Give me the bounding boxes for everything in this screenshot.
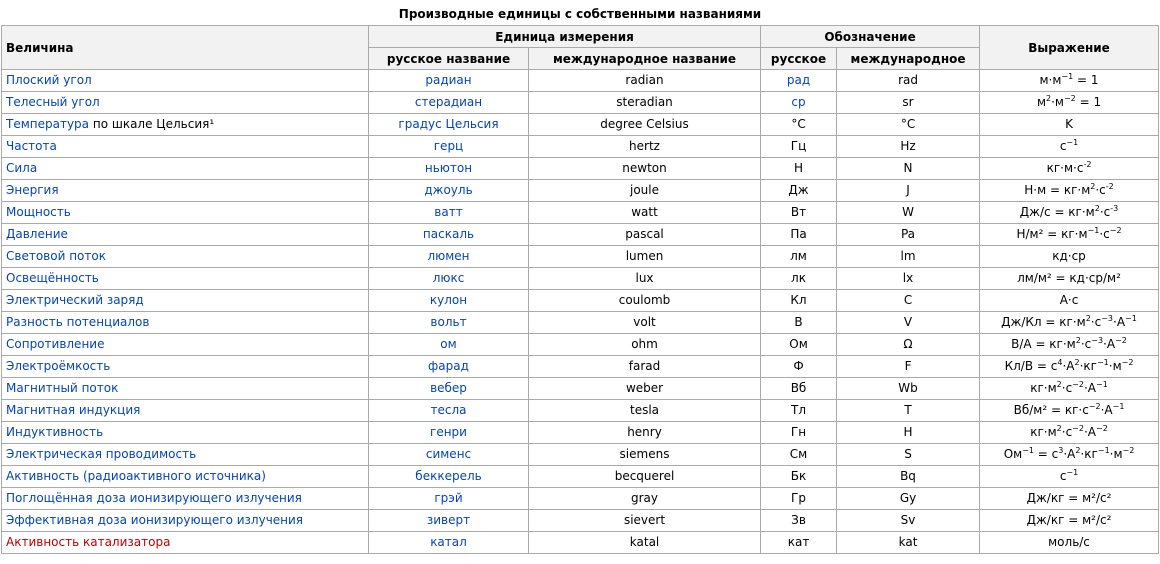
cell-quantity (2, 246, 369, 268)
cell-quantity (2, 510, 369, 532)
table-caption: Производные единицы с собственными названиями (398, 7, 762, 21)
header-quantity: Величина (2, 26, 369, 70)
cell-symbol-russian (761, 92, 837, 114)
unit-russian-link[interactable]: ньютон (424, 161, 473, 175)
cell-quantity (2, 224, 369, 246)
cell-unit-international: joule (529, 180, 761, 202)
cell-quantity (2, 136, 369, 158)
header-unit-international: международное название (529, 48, 761, 70)
quantity-link[interactable]: Магнитная индукция (6, 403, 141, 417)
cell-unit-international: volt (529, 312, 761, 334)
cell-symbol-international: lx (837, 268, 980, 290)
quantity-link[interactable]: Сопротивление (6, 337, 105, 351)
cell-expression: $кг\cdot м^2\cdot с^{-2}\cdot А^{-1}$ (980, 378, 1159, 400)
cell-unit-russian (369, 422, 529, 444)
table-row (2, 510, 1159, 532)
header-unit: Единица измерения (369, 26, 761, 48)
unit-russian-link[interactable]: джоуль (424, 183, 473, 197)
cell-quantity (2, 378, 369, 400)
cell-symbol-international: Pa (837, 224, 980, 246)
table-row (2, 356, 1159, 378)
cell-symbol-russian: кат (761, 532, 837, 554)
cell-symbol-international: V (837, 312, 980, 334)
cell-unit-russian (369, 180, 529, 202)
table-row (2, 224, 1159, 246)
cell-symbol-russian: См (761, 444, 837, 466)
cell-quantity (2, 400, 369, 422)
cell-unit-international: degree Celsius (529, 114, 761, 136)
unit-russian-link[interactable]: люкс (432, 271, 465, 285)
cell-symbol-international: Bq (837, 466, 980, 488)
cell-unit-international: gray (529, 488, 761, 510)
header-expression: Выражение (980, 26, 1159, 70)
table-row (2, 400, 1159, 422)
cell-expression: Дж/кг = м²/с² (980, 510, 1159, 532)
quantity-link[interactable]: Плоский угол (6, 73, 92, 87)
quantity-link[interactable]: Энергия (6, 183, 59, 197)
quantity-link[interactable]: Электрическая проводимость (6, 447, 197, 461)
cell-expression: А·с (980, 290, 1159, 312)
cell-symbol-international: F (837, 356, 980, 378)
cell-expression: Дж/кг = м²/с² (980, 488, 1159, 510)
cell-unit-russian (369, 532, 529, 554)
cell-symbol-russian: Па (761, 224, 837, 246)
quantity-link[interactable]: Телесный угол (6, 95, 100, 109)
cell-unit-international: lux (529, 268, 761, 290)
cell-symbol-russian: Гн (761, 422, 837, 444)
cell-expression: $кг\cdot м\cdot с^{-2}$ (980, 158, 1159, 180)
cell-unit-international: steradian (529, 92, 761, 114)
header-symbol-international: международное (837, 48, 980, 70)
cell-unit-russian (369, 510, 529, 532)
cell-symbol-international: J (837, 180, 980, 202)
unit-russian-link[interactable]: вольт (430, 315, 467, 329)
cell-unit-international: siemens (529, 444, 761, 466)
quantity-link[interactable]: Световой поток (6, 249, 106, 263)
cell-unit-international: newton (529, 158, 761, 180)
quantity-link[interactable]: Температура (6, 117, 90, 131)
cell-unit-russian (369, 444, 529, 466)
cell-symbol-international: kat (837, 532, 980, 554)
table-row (2, 92, 1159, 114)
cell-symbol-international: Ω (837, 334, 980, 356)
cell-symbol-russian: Дж (761, 180, 837, 202)
table-row (2, 444, 1159, 466)
cell-expression: $Н\cdot м = кг\cdot м^2\cdot с^{-2}$ (980, 180, 1159, 202)
cell-unit-russian (369, 466, 529, 488)
quantity-link[interactable]: Давление (6, 227, 68, 241)
unit-russian-link[interactable]: радиан (425, 73, 472, 87)
cell-quantity (2, 290, 369, 312)
cell-unit-international: lumen (529, 246, 761, 268)
quantity-link[interactable]: Сила (6, 161, 38, 175)
cell-symbol-russian: В (761, 312, 837, 334)
table-row (2, 334, 1159, 356)
cell-unit-international: henry (529, 422, 761, 444)
table-body (2, 70, 1159, 554)
cell-unit-international: katal (529, 532, 761, 554)
cell-expression: $Н/м^2 = кг\cdot м^{-1}\cdot с^{-2}$ (980, 224, 1159, 246)
quantity-link[interactable]: Электрический заряд (6, 293, 144, 307)
table-row (2, 70, 1159, 92)
unit-russian-link[interactable]: грэй (434, 491, 463, 505)
table-row (2, 114, 1159, 136)
cell-symbol-international: W (837, 202, 980, 224)
cell-symbol-russian: Ом (761, 334, 837, 356)
cell-expression: $м\cdot м^{-1} = 1$ (980, 70, 1159, 92)
unit-russian-link[interactable]: стерадиан (414, 95, 483, 109)
cell-quantity (2, 444, 369, 466)
quantity-suffix: по шкале Цельсия¹ (89, 117, 215, 131)
cell-quantity (2, 268, 369, 290)
cell-symbol-russian: Гр (761, 488, 837, 510)
unit-russian-link[interactable]: зиверт (426, 513, 471, 527)
cell-unit-russian (369, 202, 529, 224)
cell-symbol-russian (761, 70, 837, 92)
cell-symbol-russian: Зв (761, 510, 837, 532)
unit-russian-link[interactable]: люмен (427, 249, 470, 263)
header-symbol-russian: русское (761, 48, 837, 70)
cell-symbol-russian: лк (761, 268, 837, 290)
cell-expression: $Вб/м^2 = кг\cdot с^{-2}\cdot А^{-1}$ (980, 400, 1159, 422)
cell-unit-international: pascal (529, 224, 761, 246)
cell-expression: моль/с (980, 532, 1159, 554)
cell-expression: $с^{-1}$ (980, 136, 1159, 158)
cell-expression: $Ом^{-1} = с^3\cdot А^2\cdot кг^{-1}\cdot м^{-2}$ (980, 444, 1159, 466)
quantity-link[interactable]: Индуктивность (6, 425, 104, 439)
cell-unit-russian (369, 378, 529, 400)
cell-unit-international: hertz (529, 136, 761, 158)
cell-expression: $Дж/Кл = кг\cdot м^2\cdot с^{-3}\cdot А^{-1}$ (980, 312, 1159, 334)
cell-unit-international: ohm (529, 334, 761, 356)
unit-russian-link[interactable]: герц (433, 139, 464, 153)
cell-symbol-international: Gy (837, 488, 980, 510)
table-row (2, 136, 1159, 158)
quantity-link[interactable]: Освещённость (6, 271, 99, 285)
cell-symbol-international: Hz (837, 136, 980, 158)
unit-russian-link[interactable]: ом (440, 337, 457, 351)
cell-symbol-international: T (837, 400, 980, 422)
cell-unit-international: coulomb (529, 290, 761, 312)
units-table (1, 25, 1159, 554)
header-symbol: Обозначение (761, 26, 980, 48)
quantity-link[interactable]: Разность потенциалов (6, 315, 150, 329)
cell-unit-russian (369, 312, 529, 334)
cell-symbol-russian: Кл (761, 290, 837, 312)
quantity-link[interactable]: Эффективная доза ионизирующего излучения (6, 513, 304, 527)
cell-symbol-russian: Вт (761, 202, 837, 224)
cell-quantity (2, 532, 369, 554)
cell-unit-international: tesla (529, 400, 761, 422)
table-row (2, 246, 1159, 268)
cell-unit-russian (369, 70, 529, 92)
table-row (2, 312, 1159, 334)
cell-expression: лм/м² = кд·ср/м² (980, 268, 1159, 290)
cell-symbol-international: Wb (837, 378, 980, 400)
cell-symbol-russian: °C (761, 114, 837, 136)
cell-symbol-international: Sv (837, 510, 980, 532)
cell-unit-russian (369, 488, 529, 510)
cell-unit-russian (369, 400, 529, 422)
cell-symbol-russian: Вб (761, 378, 837, 400)
cell-quantity (2, 422, 369, 444)
table-row (2, 378, 1159, 400)
unit-russian-link[interactable]: сименс (425, 447, 472, 461)
cell-unit-russian (369, 224, 529, 246)
unit-russian-link[interactable]: беккерель (415, 469, 482, 483)
quantity-link[interactable]: Активность (радиоактивного источника) (6, 469, 266, 483)
cell-symbol-international: lm (837, 246, 980, 268)
symbol-russian-link[interactable]: ср (791, 95, 806, 109)
cell-quantity (2, 202, 369, 224)
unit-russian-link[interactable]: фарад (428, 359, 469, 373)
cell-unit-international: sievert (529, 510, 761, 532)
cell-symbol-russian: Гц (761, 136, 837, 158)
unit-russian-link[interactable]: генри (430, 425, 467, 439)
cell-unit-international: watt (529, 202, 761, 224)
cell-quantity (2, 158, 369, 180)
cell-unit-russian (369, 334, 529, 356)
cell-unit-russian (369, 268, 529, 290)
quantity-link[interactable]: Магнитный поток (6, 381, 119, 395)
unit-russian-link[interactable]: градус Цельсия (398, 117, 499, 131)
unit-russian-link[interactable]: кулон (429, 293, 468, 307)
quantity-link[interactable]: Поглощённая доза ионизирующего излучения (6, 491, 302, 505)
cell-symbol-international: S (837, 444, 980, 466)
cell-unit-russian (369, 114, 529, 136)
cell-quantity (2, 70, 369, 92)
table-row (2, 488, 1159, 510)
cell-unit-international: becquerel (529, 466, 761, 488)
cell-quantity (2, 356, 369, 378)
cell-symbol-international: N (837, 158, 980, 180)
cell-unit-russian (369, 136, 529, 158)
cell-unit-russian (369, 356, 529, 378)
cell-symbol-international: sr (837, 92, 980, 114)
cell-symbol-international: rad (837, 70, 980, 92)
cell-expression: K (980, 114, 1159, 136)
cell-unit-russian (369, 290, 529, 312)
cell-symbol-international: C (837, 290, 980, 312)
table-row (2, 466, 1159, 488)
quantity-link[interactable]: Частота (6, 139, 57, 153)
cell-symbol-russian: лм (761, 246, 837, 268)
cell-expression: $Кл/В = с^4\cdot А^2\cdot кг^{-1}\cdot м^{-2}$ (980, 356, 1159, 378)
table-row (2, 290, 1159, 312)
cell-symbol-russian: Бк (761, 466, 837, 488)
cell-symbol-russian: Тл (761, 400, 837, 422)
cell-symbol-russian: Н (761, 158, 837, 180)
cell-quantity (2, 92, 369, 114)
table-row (2, 268, 1159, 290)
cell-quantity (2, 114, 369, 136)
unit-russian-link[interactable]: катал (430, 535, 467, 549)
cell-quantity (2, 180, 369, 202)
cell-symbol-international: °C (837, 114, 980, 136)
quantity-link[interactable]: Активность катализатора (6, 535, 171, 549)
quantity-link[interactable]: Мощность (6, 205, 71, 219)
cell-unit-international: farad (529, 356, 761, 378)
table-row (2, 202, 1159, 224)
cell-quantity (2, 488, 369, 510)
cell-unit-russian (369, 92, 529, 114)
cell-expression: $м^2\cdot м^{-2} = 1$ (980, 92, 1159, 114)
cell-unit-russian (369, 158, 529, 180)
table-row (2, 532, 1159, 554)
unit-russian-link[interactable]: ватт (434, 205, 463, 219)
cell-symbol-international: H (837, 422, 980, 444)
cell-quantity (2, 466, 369, 488)
unit-russian-link[interactable]: паскаль (422, 227, 475, 241)
cell-symbol-russian: Ф (761, 356, 837, 378)
cell-expression: $кг\cdot м^2\cdot с^{-2}\cdot А^{-2}$ (980, 422, 1159, 444)
unit-russian-link[interactable]: вебер (430, 381, 467, 395)
table-row (2, 422, 1159, 444)
cell-unit-russian (369, 246, 529, 268)
cell-expression: $с^{-1}$ (980, 466, 1159, 488)
symbol-russian-link[interactable]: рад (786, 73, 811, 87)
cell-expression: $В/А = кг\cdot м^2\cdot с^{-3}\cdot А^{-2}$ (980, 334, 1159, 356)
quantity-link[interactable]: Электроёмкость (6, 359, 111, 373)
unit-russian-link[interactable]: тесла (430, 403, 467, 417)
cell-unit-international: weber (529, 378, 761, 400)
cell-unit-international: radian (529, 70, 761, 92)
cell-quantity (2, 312, 369, 334)
cell-quantity (2, 334, 369, 356)
table-row (2, 158, 1159, 180)
table-row (2, 180, 1159, 202)
cell-expression: $Дж/с = кг\cdot м^2\cdot с^{-3}$ (980, 202, 1159, 224)
header-unit-russian: русское название (369, 48, 529, 70)
cell-expression: кд·ср (980, 246, 1159, 268)
